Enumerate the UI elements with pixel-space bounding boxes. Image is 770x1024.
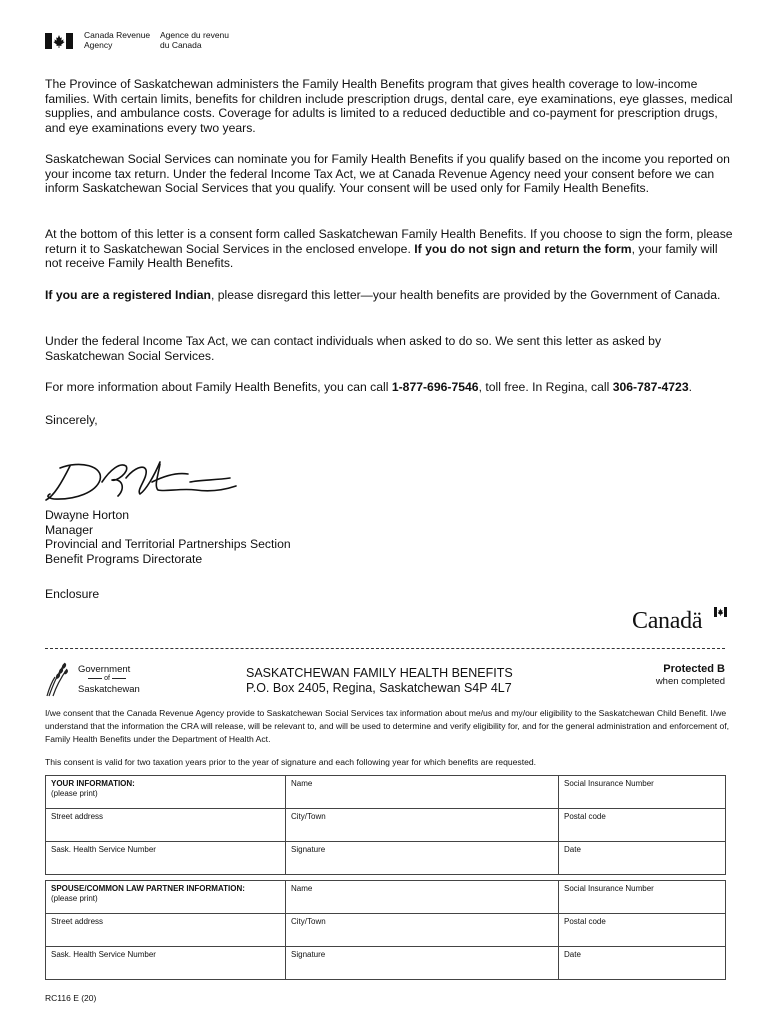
please-print-label: (please print) xyxy=(51,894,98,903)
form-address: P.O. Box 2405, Regina, Saskatchewan S4P 4L7 xyxy=(246,681,512,695)
agency-fr-line2: du Canada xyxy=(160,39,202,50)
handwritten-signature xyxy=(40,452,240,506)
your-postal-field[interactable] xyxy=(559,809,726,842)
your-sin-field[interactable] xyxy=(559,776,726,809)
field-label: Signature xyxy=(291,950,326,959)
letter-paragraph-3 xyxy=(45,227,735,271)
letter-paragraph-6 xyxy=(45,380,735,395)
your-date-field[interactable] xyxy=(559,842,726,875)
field-label: Postal code xyxy=(564,812,606,821)
field-label: Social Insurance Number xyxy=(564,884,654,893)
your-information-table xyxy=(45,775,726,875)
paragraph-text: , your family will not receive Family Health Benefits. xyxy=(45,241,718,271)
field-label: Street address xyxy=(51,917,104,926)
consent-statement: I/we consent that the Canada Revenue Agency provide to Saskatchewan Social Services tax information about me/us and my/our eligibility to the Saskatchewan Child Benefit. I/we understand that the information the CRA will release, will be relevant to, and will be used to determine and verify eligibility for, and for the general administration and enforcement of, Family Health Benefits under the Department of Health Act. xyxy=(45,708,730,745)
agency-fr-line1: Agence du revenu xyxy=(160,30,229,40)
agency-en-line2: Agency xyxy=(84,39,113,50)
canada-wordmark xyxy=(632,608,728,634)
paragraph-text: Saskatchewan Social Services can nominate you for Family Health Benefits if you qualify based on the income you reported on your income tax return. Under the federal Income Tax Act, we at Canada Revenue Agency need your consent before we can inform Saskatchewan Social Services that you qualify. Your consent will be used only for Family Health Benefits. xyxy=(45,152,730,196)
field-label: Date xyxy=(564,950,581,959)
field-label: Sask. Health Service Number xyxy=(51,845,156,854)
spouse-name-field[interactable] xyxy=(286,881,559,914)
signatory-directorate: Benefit Programs Directorate xyxy=(45,551,203,566)
warning-text: If you do not sign and return the form xyxy=(414,241,632,256)
letter-paragraph-4 xyxy=(45,288,735,303)
signatory-section: Provincial and Territorial Partnerships Section xyxy=(45,537,291,552)
your-info-heading-cell xyxy=(46,776,286,809)
canada-flag-icon xyxy=(45,33,73,49)
field-label: Name xyxy=(291,779,313,788)
protected-sub: when completed xyxy=(655,676,725,687)
gov-logo-of-row xyxy=(78,675,136,683)
signatory-block xyxy=(45,508,291,602)
spouse-postal-field[interactable] xyxy=(559,914,726,947)
table-row xyxy=(46,914,726,947)
table-row xyxy=(46,776,726,809)
letter-paragraph-5 xyxy=(45,334,735,363)
closing-text: Sincerely, xyxy=(45,413,98,427)
protected-b: Protected B xyxy=(663,663,725,675)
tear-off-line xyxy=(45,648,725,649)
your-info-heading: YOUR INFORMATION: xyxy=(51,779,135,788)
paragraph-text: Under the federal Income Tax Act, we can contact individuals when asked to do so. We sent this letter as asked by Saskatchewan Social Services. xyxy=(45,334,662,363)
gov-logo-line1: Government xyxy=(78,664,131,675)
your-city-field[interactable] xyxy=(286,809,559,842)
protected-label xyxy=(656,663,725,687)
wheat-icon xyxy=(45,661,71,697)
form-code: RC116 E (20) xyxy=(45,993,97,1003)
field-label: Social Insurance Number xyxy=(564,779,654,788)
paragraph-text: At the bottom of this letter is a consent form called Saskatchewan Family Health Benefits. If you choose to sign the form, please return it to Saskatchewan Social Services in the enclosed envelope. xyxy=(45,227,733,256)
letter-closing xyxy=(45,413,735,428)
enclosure-label: Enclosure xyxy=(45,587,100,602)
agency-name-english xyxy=(84,31,150,50)
paragraph-text: , please disregard this letter—your health benefits are provided by the Government of Canada. xyxy=(210,288,721,302)
form-title-block xyxy=(246,666,513,696)
wordmark-flag-icon xyxy=(714,607,727,617)
letter-paragraph-1 xyxy=(45,77,735,135)
please-print-label: (please print) xyxy=(51,789,98,798)
table-row xyxy=(46,947,726,980)
gov-logo-line2: of xyxy=(104,675,110,682)
validity-statement: This consent is valid for two taxation years prior to the year of signature and each following year for which benefits are requested. xyxy=(45,757,537,767)
letter-paragraph-2 xyxy=(45,152,735,196)
toll-free-phone: 1-877-696-7546 xyxy=(391,380,479,394)
spouse-information-table xyxy=(45,880,726,980)
field-label: Street address xyxy=(51,812,104,821)
gov-logo-line3: Saskatchewan xyxy=(78,684,140,695)
field-label: Postal code xyxy=(564,917,606,926)
spouse-city-field[interactable] xyxy=(286,914,559,947)
divider xyxy=(88,678,102,679)
spouse-signature-field[interactable] xyxy=(286,947,559,980)
spouse-info-heading-cell xyxy=(46,881,286,914)
spouse-info-heading: SPOUSE/COMMON LAW PARTNER INFORMATION: xyxy=(51,884,245,893)
table-row xyxy=(46,809,726,842)
field-label: City/Town xyxy=(291,917,326,926)
field-label: City/Town xyxy=(291,812,326,821)
your-street-field[interactable] xyxy=(46,809,286,842)
signatory-title: Manager xyxy=(45,522,94,537)
paragraph-text: For more information about Family Health Benefits, you can call xyxy=(45,380,392,394)
form-title: SASKATCHEWAN FAMILY HEALTH BENEFITS xyxy=(246,666,513,680)
field-label: Signature xyxy=(291,845,326,854)
spouse-health-number-field[interactable] xyxy=(46,947,286,980)
canada-wordmark-text: Canadä xyxy=(632,608,703,634)
regina-phone: 306-787-4723 xyxy=(612,380,689,394)
field-label: Name xyxy=(291,884,313,893)
signatory-name: Dwayne Horton xyxy=(45,508,129,522)
spouse-street-field[interactable] xyxy=(46,914,286,947)
divider xyxy=(112,678,126,679)
spouse-date-field[interactable] xyxy=(559,947,726,980)
paragraph-text: . xyxy=(688,380,693,394)
spouse-sin-field[interactable] xyxy=(559,881,726,914)
field-label: Sask. Health Service Number xyxy=(51,950,156,959)
table-row xyxy=(46,881,726,914)
registered-indian-text: If you are a registered Indian xyxy=(45,288,211,302)
paragraph-text: The Province of Saskatchewan administers the Family Health Benefits program that gives health coverage to low-income families. With certain limits, benefits for children include prescription drugs, dental care, eye examinations, eye glasses, medical supplies, and ambulance costs. Coverage for adults is limited to a reduced deductible and co-payment for prescription drugs, and eye examinations every two years. xyxy=(45,77,733,135)
field-label: Date xyxy=(564,845,581,854)
paragraph-text: , toll free. In Regina, call xyxy=(478,380,613,394)
agency-name-french xyxy=(160,31,229,50)
agency-en-line1: Canada Revenue xyxy=(84,30,151,40)
your-health-number-field[interactable] xyxy=(46,842,286,875)
your-signature-field[interactable] xyxy=(286,842,559,875)
your-name-field[interactable] xyxy=(286,776,559,809)
table-row xyxy=(46,842,726,875)
gov-saskatchewan-logo xyxy=(45,661,145,697)
